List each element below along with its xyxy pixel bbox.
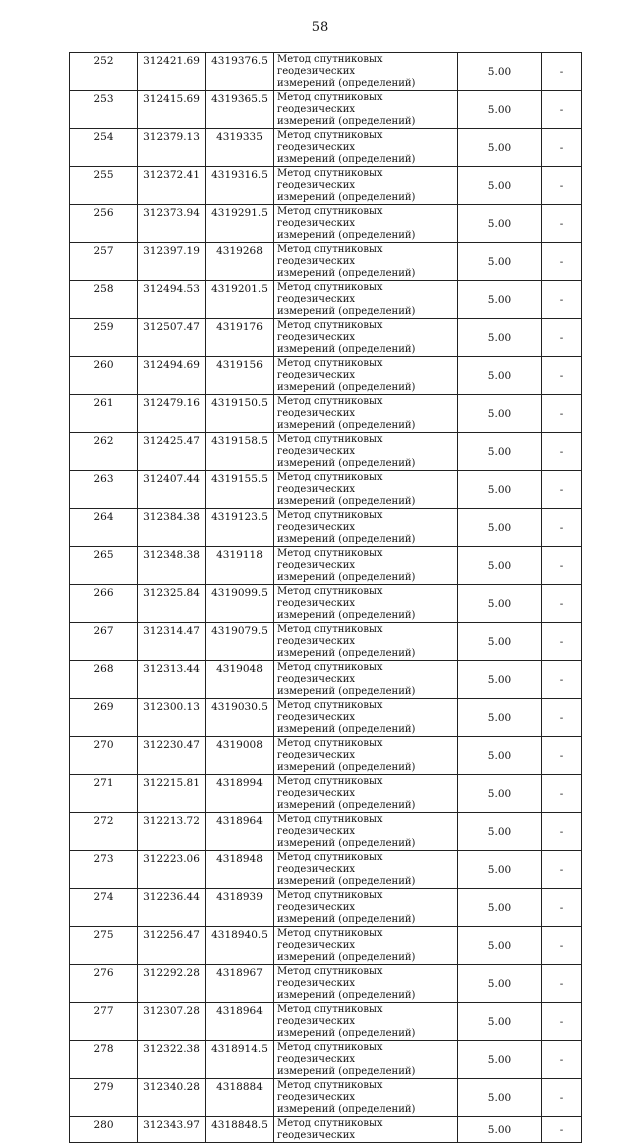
table-row — [70, 129, 582, 167]
method-line-1: Метод спутниковых геодезических — [277, 472, 383, 495]
table-row — [70, 623, 582, 661]
y-coordinate-cell: 4319079.5 — [206, 623, 274, 661]
point-number-cell: 273 — [70, 851, 138, 889]
method-cell — [274, 509, 458, 547]
method-line-1: Метод спутниковых геодезических — [277, 662, 383, 685]
method-line-1: Метод спутниковых геодезических — [277, 244, 383, 267]
method-line-1: Метод спутниковых геодезических — [277, 206, 383, 229]
y-coordinate-cell: 4319376.5 — [206, 53, 274, 91]
point-number-cell: 275 — [70, 927, 138, 965]
x-coordinate-cell: 312397.19 — [138, 243, 206, 281]
dash-cell: - — [542, 205, 582, 243]
dash-cell: - — [542, 471, 582, 509]
method-cell — [274, 1041, 458, 1079]
table-row — [70, 91, 582, 129]
x-coordinate-cell: 312215.81 — [138, 775, 206, 813]
accuracy-cell: 5.00 — [458, 699, 542, 737]
x-coordinate-cell: 312379.13 — [138, 129, 206, 167]
method-line-1: Метод спутниковых геодезических — [277, 1004, 383, 1027]
table-row — [70, 1003, 582, 1041]
y-coordinate-cell: 4319008 — [206, 737, 274, 775]
y-coordinate-cell: 4318848.5 — [206, 1117, 274, 1143]
method-cell — [274, 585, 458, 623]
y-coordinate-cell: 4318964 — [206, 1003, 274, 1041]
accuracy-cell: 5.00 — [458, 205, 542, 243]
accuracy-cell: 5.00 — [458, 737, 542, 775]
accuracy-cell: 5.00 — [458, 53, 542, 91]
accuracy-cell: 5.00 — [458, 471, 542, 509]
method-cell — [274, 623, 458, 661]
accuracy-cell: 5.00 — [458, 281, 542, 319]
y-coordinate-cell: 4319201.5 — [206, 281, 274, 319]
point-number-cell: 260 — [70, 357, 138, 395]
y-coordinate-cell: 4319335 — [206, 129, 274, 167]
method-cell — [274, 661, 458, 699]
point-number-cell: 268 — [70, 661, 138, 699]
method-line-1: Метод спутниковых геодезических — [277, 624, 383, 647]
table-row — [70, 585, 582, 623]
x-coordinate-cell: 312425.47 — [138, 433, 206, 471]
dash-cell: - — [542, 1117, 582, 1143]
method-cell — [274, 813, 458, 851]
method-line-1: Метод спутниковых геодезических — [277, 966, 383, 989]
method-cell — [274, 129, 458, 167]
point-number-cell: 274 — [70, 889, 138, 927]
x-coordinate-cell: 312507.47 — [138, 319, 206, 357]
x-coordinate-cell: 312384.38 — [138, 509, 206, 547]
x-coordinate-cell: 312372.41 — [138, 167, 206, 205]
y-coordinate-cell: 4319099.5 — [206, 585, 274, 623]
point-number-cell: 270 — [70, 737, 138, 775]
x-coordinate-cell: 312300.13 — [138, 699, 206, 737]
accuracy-cell: 5.00 — [458, 889, 542, 927]
accuracy-cell: 5.00 — [458, 851, 542, 889]
dash-cell: - — [542, 889, 582, 927]
dash-cell: - — [542, 585, 582, 623]
table-row — [70, 205, 582, 243]
accuracy-cell: 5.00 — [458, 927, 542, 965]
accuracy-cell: 5.00 — [458, 1117, 542, 1143]
dash-cell: - — [542, 737, 582, 775]
accuracy-cell: 5.00 — [458, 965, 542, 1003]
dash-cell: - — [542, 243, 582, 281]
table-row — [70, 243, 582, 281]
table-row — [70, 1079, 582, 1117]
method-line-1: Метод спутниковых геодезических — [277, 738, 383, 761]
x-coordinate-cell: 312421.69 — [138, 53, 206, 91]
x-coordinate-cell: 312322.38 — [138, 1041, 206, 1079]
point-number-cell: 261 — [70, 395, 138, 433]
method-line-1: Метод спутниковых геодезических — [277, 130, 383, 153]
coordinates-table — [69, 52, 582, 1143]
dash-cell: - — [542, 1003, 582, 1041]
method-cell — [274, 851, 458, 889]
method-line-2: измерений (определений) — [277, 572, 416, 583]
y-coordinate-cell: 4319118 — [206, 547, 274, 585]
method-line-1: Метод спутниковых геодезических — [277, 54, 383, 77]
point-number-cell: 258 — [70, 281, 138, 319]
table-row — [70, 357, 582, 395]
method-cell — [274, 775, 458, 813]
table-row — [70, 889, 582, 927]
point-number-cell: 278 — [70, 1041, 138, 1079]
dash-cell: - — [542, 851, 582, 889]
point-number-cell: 255 — [70, 167, 138, 205]
accuracy-cell: 5.00 — [458, 319, 542, 357]
method-line-1: Метод спутниковых геодезических — [277, 358, 383, 381]
accuracy-cell: 5.00 — [458, 1003, 542, 1041]
x-coordinate-cell: 312343.97 — [138, 1117, 206, 1143]
point-number-cell: 279 — [70, 1079, 138, 1117]
method-cell — [274, 699, 458, 737]
dash-cell: - — [542, 965, 582, 1003]
x-coordinate-cell: 312313.44 — [138, 661, 206, 699]
method-cell — [274, 205, 458, 243]
table-row — [70, 167, 582, 205]
y-coordinate-cell: 4319150.5 — [206, 395, 274, 433]
point-number-cell: 264 — [70, 509, 138, 547]
dash-cell: - — [542, 53, 582, 91]
table-row — [70, 927, 582, 965]
x-coordinate-cell: 312325.84 — [138, 585, 206, 623]
accuracy-cell: 5.00 — [458, 167, 542, 205]
point-number-cell: 276 — [70, 965, 138, 1003]
table-row — [70, 471, 582, 509]
y-coordinate-cell: 4318948 — [206, 851, 274, 889]
method-line-2: измерений (определений) — [277, 800, 416, 811]
page-number: 58 — [311, 20, 329, 35]
y-coordinate-cell: 4318914.5 — [206, 1041, 274, 1079]
method-cell — [274, 395, 458, 433]
dash-cell: - — [542, 547, 582, 585]
y-coordinate-cell: 4319048 — [206, 661, 274, 699]
accuracy-cell: 5.00 — [458, 129, 542, 167]
accuracy-cell: 5.00 — [458, 357, 542, 395]
dash-cell: - — [542, 661, 582, 699]
table-row — [70, 851, 582, 889]
accuracy-cell: 5.00 — [458, 509, 542, 547]
method-line-2: измерений (определений) — [277, 876, 416, 887]
x-coordinate-cell: 312292.28 — [138, 965, 206, 1003]
accuracy-cell: 5.00 — [458, 813, 542, 851]
method-line-1: Метод спутниковых геодезических — [277, 320, 383, 343]
method-line-1: Метод спутниковых геодезических — [277, 586, 383, 609]
point-number-cell: 277 — [70, 1003, 138, 1041]
method-line-2: измерений (определений) — [277, 154, 416, 165]
method-line-1: Метод спутниковых геодезических — [277, 396, 383, 419]
method-cell — [274, 737, 458, 775]
dash-cell: - — [542, 927, 582, 965]
accuracy-cell: 5.00 — [458, 661, 542, 699]
x-coordinate-cell: 312340.28 — [138, 1079, 206, 1117]
x-coordinate-cell: 312314.47 — [138, 623, 206, 661]
accuracy-cell: 5.00 — [458, 775, 542, 813]
y-coordinate-cell: 4319176 — [206, 319, 274, 357]
point-number-cell: 252 — [70, 53, 138, 91]
y-coordinate-cell: 4318939 — [206, 889, 274, 927]
x-coordinate-cell: 312407.44 — [138, 471, 206, 509]
method-cell — [274, 357, 458, 395]
y-coordinate-cell: 4319316.5 — [206, 167, 274, 205]
dash-cell: - — [542, 775, 582, 813]
method-line-2: измерений (определений) — [277, 78, 416, 89]
x-coordinate-cell: 312348.38 — [138, 547, 206, 585]
point-number-cell: 257 — [70, 243, 138, 281]
method-cell — [274, 889, 458, 927]
dash-cell: - — [542, 281, 582, 319]
method-line-2: измерений (определений) — [277, 382, 416, 393]
table-row — [70, 1041, 582, 1079]
method-line-1: Метод спутниковых геодезических — [277, 928, 383, 951]
method-line-2: измерений (определений) — [277, 762, 416, 773]
x-coordinate-cell: 312494.69 — [138, 357, 206, 395]
dash-cell: - — [542, 167, 582, 205]
x-coordinate-cell: 312223.06 — [138, 851, 206, 889]
y-coordinate-cell: 4319123.5 — [206, 509, 274, 547]
dash-cell: - — [542, 91, 582, 129]
method-line-1: Метод спутниковых геодезических — [277, 1042, 383, 1065]
method-line-2: измерений (определений) — [277, 1104, 416, 1115]
point-number-cell: 263 — [70, 471, 138, 509]
table-row — [70, 965, 582, 1003]
point-number-cell: 262 — [70, 433, 138, 471]
table-row — [70, 1117, 582, 1143]
accuracy-cell: 5.00 — [458, 1079, 542, 1117]
method-line-2: измерений (определений) — [277, 838, 416, 849]
point-number-cell: 256 — [70, 205, 138, 243]
method-line-1: Метод спутниковых геодезических — [277, 92, 383, 115]
method-line-1: Метод спутниковых геодезических — [277, 814, 383, 837]
method-cell — [274, 927, 458, 965]
method-cell — [274, 243, 458, 281]
point-number-cell: 267 — [70, 623, 138, 661]
x-coordinate-cell: 312479.16 — [138, 395, 206, 433]
accuracy-cell: 5.00 — [458, 91, 542, 129]
x-coordinate-cell: 312307.28 — [138, 1003, 206, 1041]
x-coordinate-cell: 312230.47 — [138, 737, 206, 775]
method-line-2: измерений (определений) — [277, 990, 416, 1001]
y-coordinate-cell: 4318884 — [206, 1079, 274, 1117]
method-cell — [274, 167, 458, 205]
method-line-2: измерений (определений) — [277, 496, 416, 507]
accuracy-cell: 5.00 — [458, 395, 542, 433]
method-cell — [274, 547, 458, 585]
method-line-2: измерений (определений) — [277, 724, 416, 735]
y-coordinate-cell: 4319365.5 — [206, 91, 274, 129]
accuracy-cell: 5.00 — [458, 243, 542, 281]
y-coordinate-cell: 4318994 — [206, 775, 274, 813]
method-cell — [274, 319, 458, 357]
method-line-2: измерений (определений) — [277, 648, 416, 659]
table-row — [70, 395, 582, 433]
method-line-2: измерений (определений) — [277, 116, 416, 127]
accuracy-cell: 5.00 — [458, 433, 542, 471]
table-row — [70, 813, 582, 851]
method-line-2: измерений (определений) — [277, 458, 416, 469]
table-row — [70, 53, 582, 91]
accuracy-cell: 5.00 — [458, 623, 542, 661]
y-coordinate-cell: 4318967 — [206, 965, 274, 1003]
method-line-1: Метод спутниковых геодезических — [277, 852, 383, 875]
accuracy-cell: 5.00 — [458, 585, 542, 623]
accuracy-cell: 5.00 — [458, 1041, 542, 1079]
method-line-1: Метод спутниковых геодезических — [277, 776, 383, 799]
method-cell — [274, 1079, 458, 1117]
method-line-2: измерений (определений) — [277, 192, 416, 203]
method-cell — [274, 965, 458, 1003]
method-line-1: Метод спутниковых геодезических — [277, 1118, 383, 1141]
point-number-cell: 271 — [70, 775, 138, 813]
method-line-2: измерений (определений) — [277, 1066, 416, 1077]
y-coordinate-cell: 4319268 — [206, 243, 274, 281]
coordinates-table-body — [70, 53, 582, 1143]
method-cell — [274, 91, 458, 129]
dash-cell: - — [542, 433, 582, 471]
x-coordinate-cell: 312415.69 — [138, 91, 206, 129]
point-number-cell: 265 — [70, 547, 138, 585]
x-coordinate-cell: 312373.94 — [138, 205, 206, 243]
y-coordinate-cell: 4319291.5 — [206, 205, 274, 243]
method-line-1: Метод спутниковых геодезических — [277, 1080, 383, 1103]
method-line-2: измерений (определений) — [277, 914, 416, 925]
table-row — [70, 281, 582, 319]
y-coordinate-cell: 4319155.5 — [206, 471, 274, 509]
method-line-2: измерений (определений) — [277, 230, 416, 241]
table-row — [70, 737, 582, 775]
method-line-2: измерений (определений) — [277, 686, 416, 697]
table-row — [70, 775, 582, 813]
method-line-1: Метод спутниковых геодезических — [277, 700, 383, 723]
accuracy-cell: 5.00 — [458, 547, 542, 585]
method-line-2: измерений (определений) — [277, 344, 416, 355]
method-line-2: измерений (определений) — [277, 306, 416, 317]
point-number-cell: 266 — [70, 585, 138, 623]
method-cell — [274, 433, 458, 471]
dash-cell: - — [542, 699, 582, 737]
method-line-1: Метод спутниковых геодезических — [277, 890, 383, 913]
point-number-cell: 253 — [70, 91, 138, 129]
table-row — [70, 661, 582, 699]
dash-cell: - — [542, 395, 582, 433]
dash-cell: - — [542, 129, 582, 167]
table-row — [70, 433, 582, 471]
method-line-2: измерений (определений) — [277, 952, 416, 963]
table-row — [70, 509, 582, 547]
y-coordinate-cell: 4318964 — [206, 813, 274, 851]
x-coordinate-cell: 312494.53 — [138, 281, 206, 319]
point-number-cell: 254 — [70, 129, 138, 167]
method-line-2: измерений (определений) — [277, 420, 416, 431]
point-number-cell: 269 — [70, 699, 138, 737]
dash-cell: - — [542, 1079, 582, 1117]
point-number-cell: 259 — [70, 319, 138, 357]
x-coordinate-cell: 312213.72 — [138, 813, 206, 851]
method-line-2: измерений (определений) — [277, 268, 416, 279]
method-line-1: Метод спутниковых геодезических — [277, 282, 383, 305]
method-line-2: измерений (определений) — [277, 1028, 416, 1039]
method-line-2: измерений (определений) — [277, 534, 416, 545]
point-number-cell: 280 — [70, 1117, 138, 1143]
method-cell — [274, 53, 458, 91]
x-coordinate-cell: 312236.44 — [138, 889, 206, 927]
y-coordinate-cell: 4319030.5 — [206, 699, 274, 737]
table-row — [70, 319, 582, 357]
dash-cell: - — [542, 319, 582, 357]
method-line-1: Метод спутниковых геодезических — [277, 548, 383, 571]
y-coordinate-cell: 4319158.5 — [206, 433, 274, 471]
dash-cell: - — [542, 357, 582, 395]
table-row — [70, 699, 582, 737]
method-cell — [274, 471, 458, 509]
method-line-1: Метод спутниковых геодезических — [277, 510, 383, 533]
point-number-cell: 272 — [70, 813, 138, 851]
method-line-2: измерений (определений) — [277, 610, 416, 621]
method-line-1: Метод спутниковых геодезических — [277, 168, 383, 191]
method-cell — [274, 1003, 458, 1041]
x-coordinate-cell: 312256.47 — [138, 927, 206, 965]
method-cell — [274, 1117, 458, 1143]
method-line-1: Метод спутниковых геодезических — [277, 434, 383, 457]
method-cell — [274, 281, 458, 319]
y-coordinate-cell: 4318940.5 — [206, 927, 274, 965]
y-coordinate-cell: 4319156 — [206, 357, 274, 395]
dash-cell: - — [542, 1041, 582, 1079]
dash-cell: - — [542, 813, 582, 851]
dash-cell: - — [542, 623, 582, 661]
table-row — [70, 547, 582, 585]
dash-cell: - — [542, 509, 582, 547]
